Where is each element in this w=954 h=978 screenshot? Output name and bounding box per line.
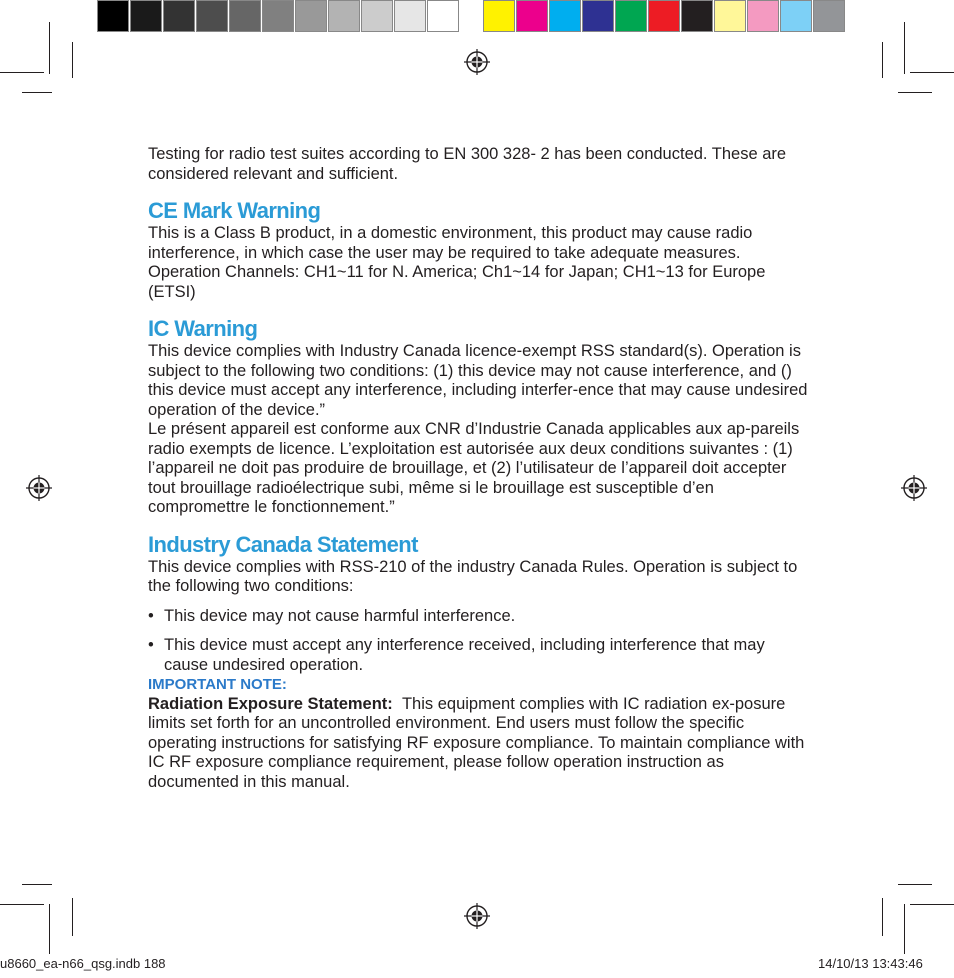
color-swatch	[615, 0, 647, 32]
radiation-exposure-paragraph	[148, 695, 810, 793]
bullet-icon: •	[148, 636, 154, 654]
color-swatch	[582, 0, 614, 32]
intro-paragraph: Testing for radio test suites according to EN 300 328- 2 has been conducted. These are considered relevant and sufficient.	[148, 145, 787, 183]
bullet-icon: •	[148, 606, 154, 625]
color-swatch	[328, 0, 360, 32]
footer-timestamp: 14/10/13 13:43:46	[818, 956, 923, 971]
radiation-exposure-label: Radiation Exposure Statement:	[148, 694, 393, 713]
crop-mark	[904, 904, 905, 954]
crop-mark	[904, 22, 905, 74]
page-content	[148, 145, 810, 792]
color-swatch-bar	[483, 0, 846, 36]
color-swatch	[130, 0, 162, 32]
crop-mark	[910, 904, 954, 905]
ce-mark-paragraph: This is a Class B product, in a domestic environment, this product may cause radio interference, in which case the user may be required to take adequate measures. Operation Channels: CH1~11 for N. America; Ch1~14 for Japan; CH1~13 for Europe (ETSI)	[148, 224, 766, 301]
grayscale-swatch-bar	[97, 0, 460, 36]
color-swatch	[163, 0, 195, 32]
list-item	[148, 636, 810, 675]
color-swatch	[483, 0, 515, 32]
color-swatch	[262, 0, 294, 32]
crop-mark	[22, 884, 52, 885]
radiation-exposure-text: This equipment complies with IC radiation ex-posure limits set forth for an uncontrolled environment. End users must follow the specific operating instructions for satisfying RF exposure compliance. To maintain compliance with IC RF exposure compliance requirement, please follow operation instruction as documented in this manual.	[148, 694, 805, 791]
color-swatch	[648, 0, 680, 32]
industry-canada-paragraph: This device complies with RSS-210 of the industry Canada Rules. Operation is subject to the following two conditions:	[148, 557, 798, 595]
registration-mark-icon	[464, 903, 490, 929]
color-swatch	[229, 0, 261, 32]
color-swatch	[196, 0, 228, 32]
registration-mark-icon	[26, 475, 52, 501]
registration-mark-icon	[901, 475, 927, 501]
crop-mark	[882, 898, 883, 936]
crop-mark	[72, 42, 73, 78]
list-item	[148, 607, 810, 627]
industry-canada-heading: Industry Canada Statement	[148, 531, 418, 557]
footer-filename: u8660_ea-n66_qsg.indb 188	[0, 956, 166, 971]
color-swatch	[295, 0, 327, 32]
crop-mark	[882, 42, 883, 78]
color-swatch	[97, 0, 129, 32]
list-item-text: This device may not cause harmful interference.	[164, 606, 516, 625]
crop-mark	[0, 72, 44, 73]
color-swatch	[780, 0, 812, 32]
color-swatch	[427, 0, 459, 32]
color-swatch	[813, 0, 845, 32]
crop-mark	[72, 898, 73, 936]
crop-mark	[898, 92, 932, 93]
color-swatch	[394, 0, 426, 32]
color-swatch	[714, 0, 746, 32]
important-note-label: IMPORTANT NOTE:	[148, 676, 287, 693]
color-swatch	[361, 0, 393, 32]
crop-mark	[898, 884, 932, 885]
ic-french-paragraph: Le présent appareil est conforme aux CNR d’Industrie Canada applicables aux ap-pareils radio exempts de licence. L’exploitation est autorisée aux deux conditions suivantes : (1) l’appareil ne doit pas produire de brouillage, et (2) l’utilisateur de l’appareil doit accepter tout brouillage radioélectrique subi, même si le brouillage est susceptible d’en compromettre le fonctionnement.”	[148, 420, 800, 516]
color-swatch	[681, 0, 713, 32]
color-swatch	[549, 0, 581, 32]
crop-mark	[910, 72, 954, 73]
color-swatch	[747, 0, 779, 32]
crop-mark	[22, 92, 52, 93]
registration-mark-icon	[464, 49, 490, 75]
list-item-text: This device must accept any interference received, including interference that may cause undesired operation.	[164, 636, 765, 674]
crop-mark	[0, 904, 44, 905]
crop-mark	[49, 904, 50, 954]
color-swatch	[516, 0, 548, 32]
ic-english-paragraph: This device complies with Industry Canada licence-exempt RSS standard(s). Operation is subject to the following two conditions: (1) this device may not cause interference, and () this device must accept any interference, including interfer-ence that may cause undesired operation of the device.”	[148, 342, 808, 419]
crop-mark	[49, 22, 50, 74]
ic-warning-heading: IC Warning	[148, 316, 258, 341]
ce-mark-heading: CE Mark Warning	[148, 198, 321, 223]
